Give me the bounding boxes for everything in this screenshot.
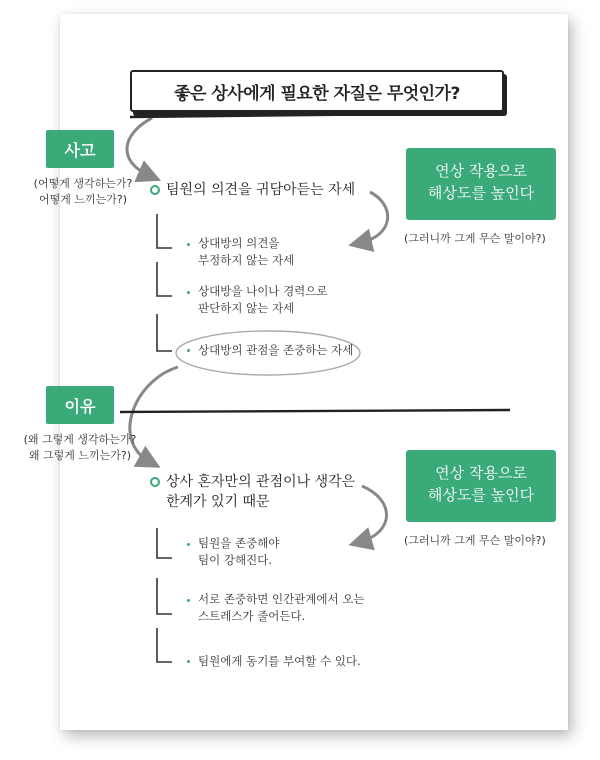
arrow-loop-section2 bbox=[360, 486, 387, 542]
bullet-dot-icon bbox=[187, 349, 190, 352]
bullet-circle-icon bbox=[150, 185, 160, 195]
arrow-loop-section1 bbox=[360, 192, 388, 243]
bullet-circle-icon bbox=[150, 477, 160, 487]
section2-main-line2: 한계가 있기 때문 bbox=[166, 494, 270, 510]
tag-reason: 이유 bbox=[46, 386, 114, 424]
bullet-dot-icon bbox=[187, 543, 190, 546]
section2-side-note: (그러니까 그게 무슨 말이야?) bbox=[404, 534, 546, 547]
section2-question-line1: (왜 그렇게 생각하는가? bbox=[23, 433, 137, 446]
section1-question bbox=[8, 176, 158, 208]
item-line2: 부정하지 않는 자세 bbox=[198, 253, 295, 267]
section2-main bbox=[166, 472, 355, 512]
section2-main-line1: 상사 혼자만의 관점이나 생각은 bbox=[166, 474, 356, 490]
section1-side-box-line2: 해상도를 높인다 bbox=[427, 184, 535, 202]
section1-side-box-line1: 연상 작용으로 bbox=[435, 162, 527, 180]
item-line2: 판단하지 않는 자세 bbox=[198, 301, 295, 315]
item-line2: 스트레스가 줄어든다. bbox=[198, 609, 306, 623]
item-line1: 팀원을 존중해야 bbox=[198, 536, 280, 550]
page-title: 좋은 상사에게 필요한 자질은 무엇인가? bbox=[130, 70, 504, 112]
section1-question-line2: 어떻게 느끼는가?) bbox=[38, 193, 127, 206]
section1-side-box bbox=[406, 148, 556, 220]
divider-middle bbox=[120, 410, 510, 412]
item-line1: 상대방의 관점을 존중하는 자세 bbox=[198, 343, 354, 357]
item-line1: 서로 존중하면 인간관계에서 오는 bbox=[198, 592, 365, 606]
bullet-dot-icon bbox=[187, 599, 190, 602]
section2-item bbox=[198, 653, 361, 670]
section1-main: 팀원의 의견을 귀담아듣는 자세 bbox=[166, 182, 356, 198]
bracket-s1-1 bbox=[157, 214, 172, 248]
section1-question-line1: (어떻게 생각하는가? bbox=[33, 177, 133, 190]
item-line2: 팀이 강해진다. bbox=[198, 553, 272, 567]
bracket-s1-2 bbox=[157, 262, 172, 296]
section1-side-note: (그러니까 그게 무슨 말이야?) bbox=[404, 232, 546, 245]
bullet-dot-icon bbox=[187, 243, 190, 246]
tag-thinking: 사고 bbox=[46, 130, 114, 168]
bracket-s2-2 bbox=[157, 578, 172, 614]
section2-side-box-line1: 연상 작용으로 bbox=[435, 464, 527, 482]
divider-top bbox=[130, 113, 500, 117]
item-line1: 팀원에게 동기를 부여할 수 있다. bbox=[198, 654, 361, 668]
section2-item bbox=[198, 535, 279, 569]
section2-side-box bbox=[406, 450, 556, 522]
section2-question bbox=[0, 432, 160, 464]
bullet-dot-icon bbox=[187, 660, 190, 663]
item-line1: 상대방을 나이나 경력으로 bbox=[198, 284, 328, 298]
item-line1: 상대방의 의견을 bbox=[198, 236, 280, 250]
section1-item bbox=[198, 283, 328, 317]
bracket-s2-1 bbox=[157, 528, 172, 558]
bracket-s2-3 bbox=[157, 628, 172, 662]
bracket-s1-3 bbox=[157, 314, 172, 351]
section2-question-line2: 왜 그렇게 느끼는가?) bbox=[28, 449, 132, 462]
section2-item bbox=[198, 591, 365, 625]
bullet-dot-icon bbox=[187, 291, 190, 294]
section1-item bbox=[198, 235, 294, 269]
section2-side-box-line2: 해상도를 높인다 bbox=[427, 486, 535, 504]
section1-item bbox=[198, 342, 353, 359]
arrow-title-to-section1 bbox=[127, 118, 152, 176]
